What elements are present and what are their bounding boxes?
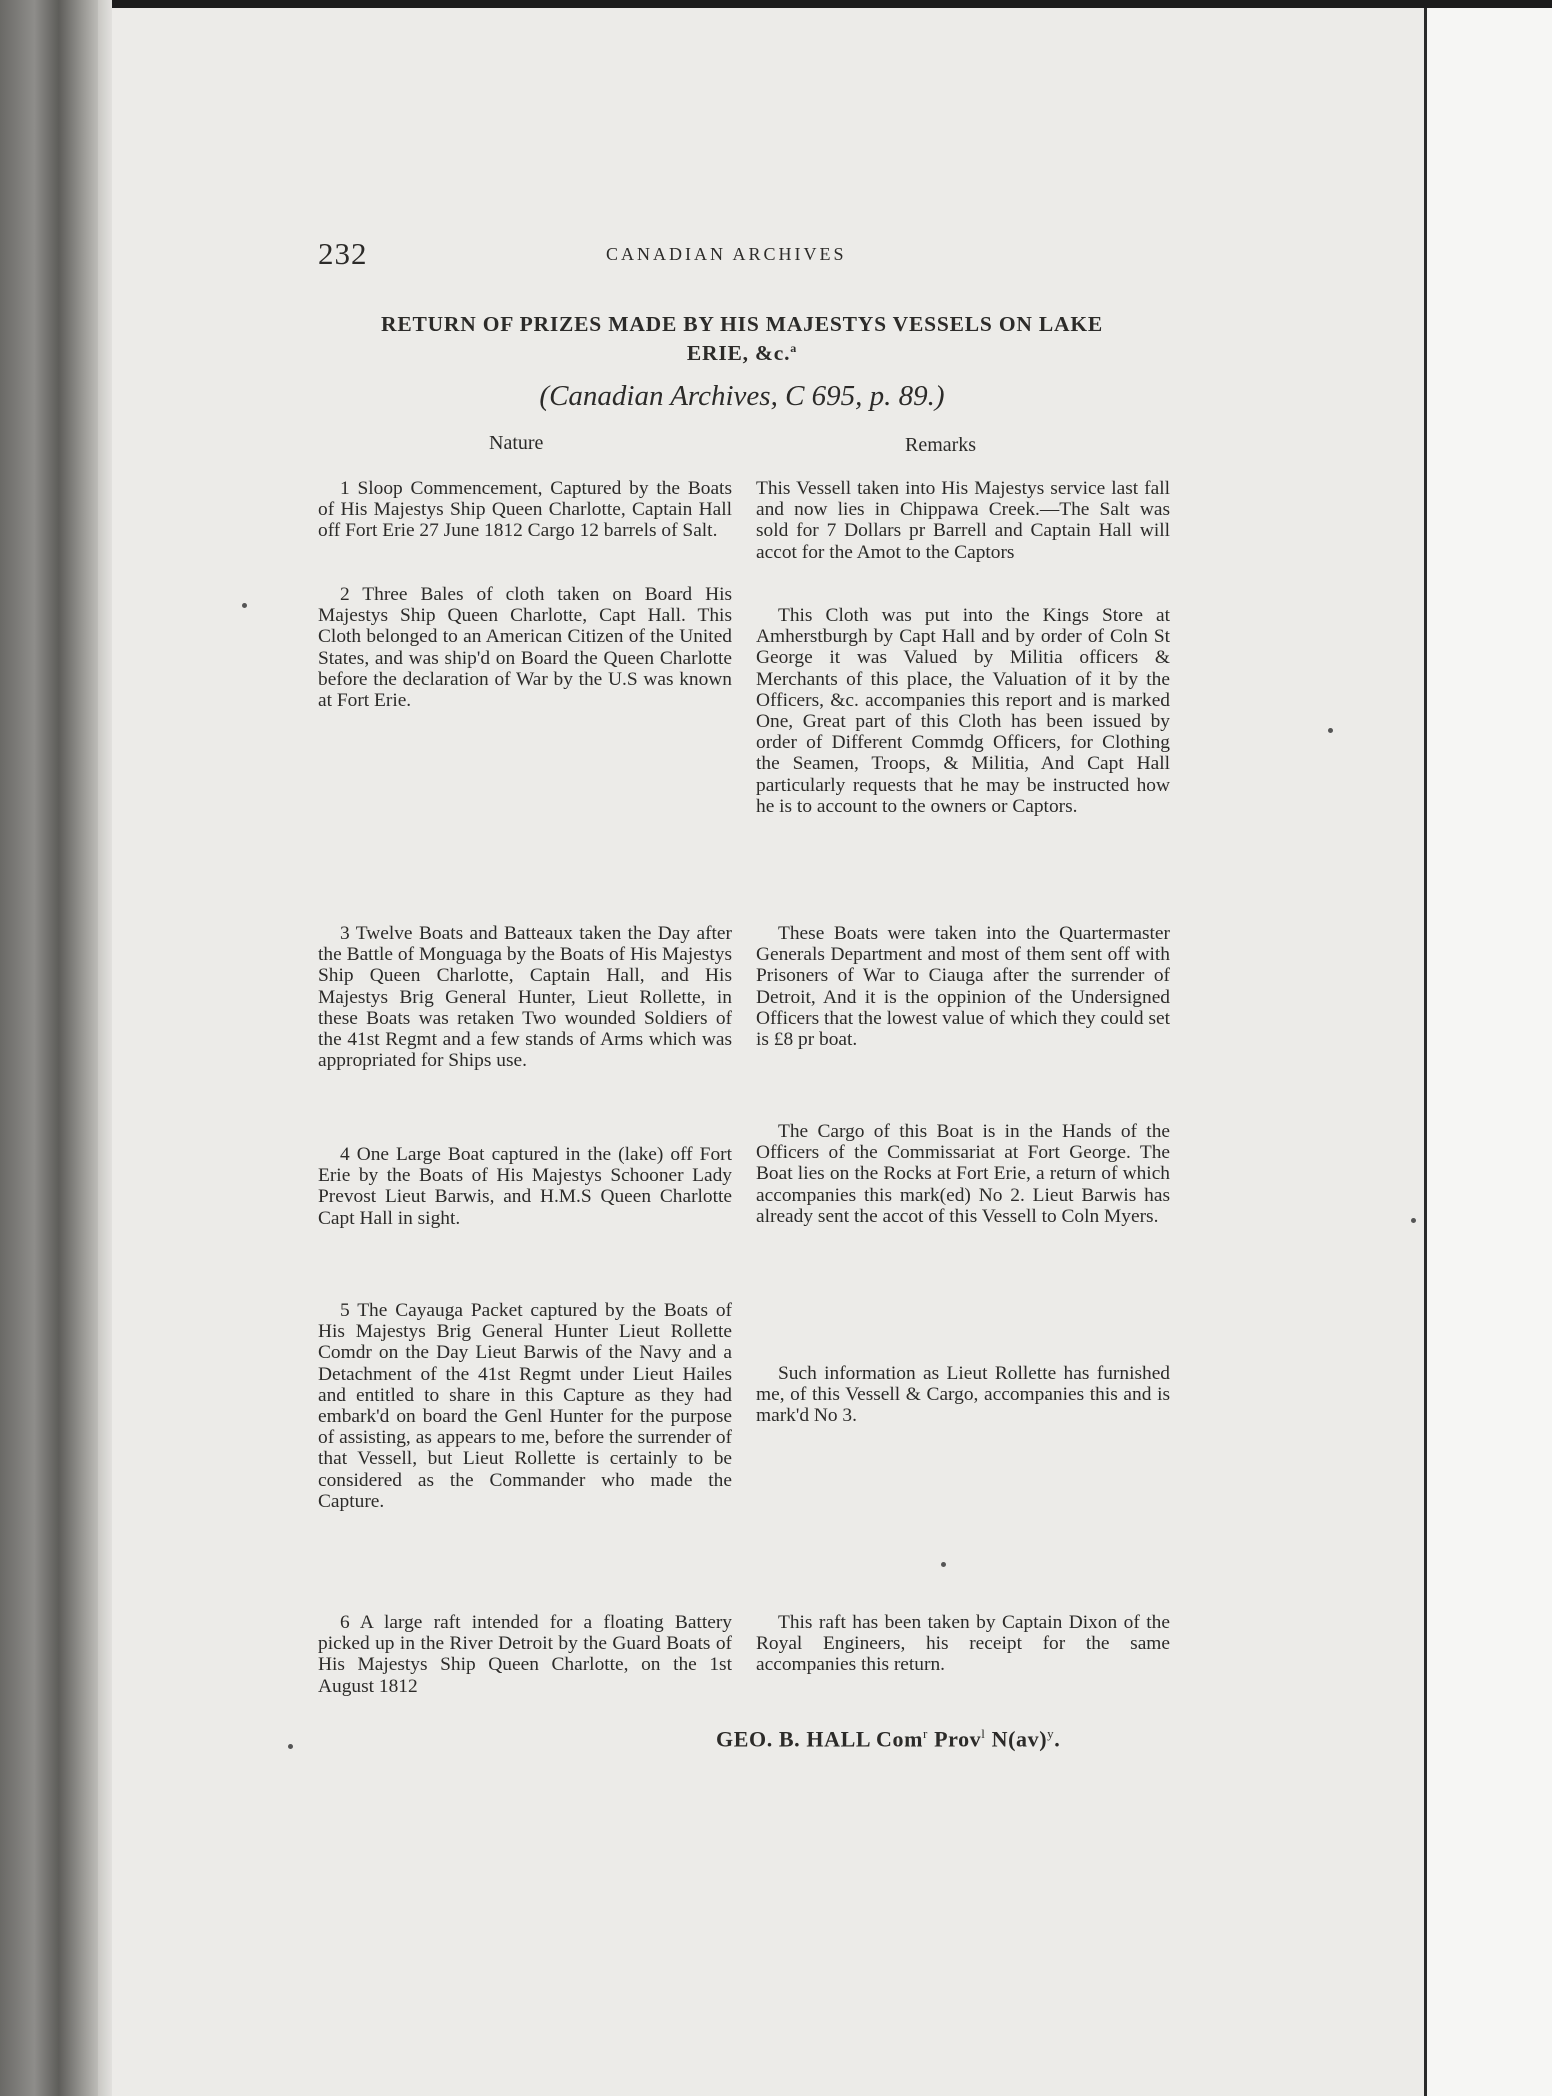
book-spine-edge [0,0,98,2096]
entry-4-nature: 4 One Large Boat captured in the (lake) off Fort Erie by the Boats of His Majestys Schooner Lady Prevost Lieut Barwis, and H.M.S Queen Charlotte Capt Hall in sight. [318,1144,732,1229]
entry-6-remarks: This raft has been taken by Captain Dixon of the Royal Engineers, his receipt for the same accompanies this return. [756,1612,1170,1676]
column-header-nature: Nature [489,432,544,454]
entry-1-remarks: This Vessell taken into His Majestys service last fall and now lies in Chippawa Creek.—The Salt was sold for 7 Dollars pr Barrell and Captain Hall will accot for the Amot to the Captors [756,478,1170,563]
scan-speck [1411,1218,1416,1223]
entry-5-nature: 5 The Cayauga Packet captured by the Boats of His Majestys Brig General Hunter Lieut Rollette Comdr on the Day Lieut Barwis of the Navy and a Detachment of the 41st Regmt under Lieut Hailes and entitled to share in this Capture as they had embark'd on board the Genl Hunter for the purpose of assisting, as appears to me, before the surrender of that Vessell, but Lieut Rollette is certainly to be considered as the Commander who made the Capture. [318,1300,732,1512]
scan-speck [1328,728,1333,733]
scan-speck [288,1744,293,1749]
scan-speck [941,1562,946,1567]
book-gutter [98,0,112,2096]
title-line-1: RETURN OF PRIZES MADE BY HIS MAJESTYS VESSELS ON LAKE [381,312,1103,336]
scan-speck [242,603,247,608]
signature: GEO. B. HALL Com$^r$ Prov$^l$ N(av)$^y$. [716,1726,1061,1752]
entry-2-remarks: This Cloth was put into the Kings Store at Amherstburgh by Capt Hall and by order of Coln St George it was Valued by Militia officers & Merchants of this place, the Valuation of it by the Officers, &c. accompanies this report and is marked One, Great part of this Cloth has been issued by order of Different Commdg Officers, for Clothing the Seamen, Troops, & Militia, And Capt Hall particularly requests that he may be instructed how he is to account to the owners or Captors. [756,605,1170,817]
scan-top-edge [0,0,1552,8]
document-title [312,312,1172,365]
entry-3-nature: 3 Twelve Boats and Batteaux taken the Day after the Battle of Monguaga by the Boats of His Majestys Ship Queen Charlotte, Captain Hall, and His Majestys Brig General Hunter, Lieut Rollette, in these Boats was retaken Two wounded Soldiers of the 41st Regmt and a few stands of Arms which was appropriated for Ships use. [318,923,732,1072]
entry-6-nature: 6 A large raft intended for a floating Battery picked up in the River Detroit by the Guard Boats of His Majestys Ship Queen Charlotte, on the 1st August 1812 [318,1612,732,1697]
entry-3-remarks: These Boats were taken into the Quartermaster Generals Department and most of them sent off with Prisoners of War to Ciauga after the surrender of Detroit, And it is the oppinion of the Undersigned Officers that the lowest value of which they could set is £8 pr boat. [756,923,1170,1051]
running-head: CANADIAN ARCHIVES [606,244,847,264]
source-citation: (Canadian Archives, C 695, p. 89.) [539,380,945,412]
title-footnote-mark: a [790,341,798,355]
entry-2-nature: 2 Three Bales of cloth taken on Board His Majestys Ship Queen Charlotte, Capt Hall. This Cloth belonged to an American Citizen of the United States, and was ship'd on Board the Queen Charlotte before the declaration of War by the U.S was known at Fort Erie. [318,584,732,712]
page-number: 232 [318,236,368,271]
column-header-remarks: Remarks [905,434,977,456]
entry-1-nature: 1 Sloop Commencement, Captured by the Boats of His Majestys Ship Queen Charlotte, Captain Hall off Fort Erie 27 June 1812 Cargo 12 barrels of Salt. [318,478,732,542]
entry-5-remarks: Such information as Lieut Rollette has furnished me, of this Vessell & Cargo, accompanies this and is mark'd No 3. [756,1363,1170,1427]
scan-right-margin [1427,8,1552,2096]
entry-4-remarks: The Cargo of this Boat is in the Hands of the Officers of the Commissariat at Fort George. The Boat lies on the Rocks at Fort Erie, a return of which accompanies this mark(ed) No 2. Lieut Barwis has already sent the accot of this Vessell to Coln Myers. [756,1121,1170,1227]
title-line-2: ERIE, &c. [686,341,791,366]
